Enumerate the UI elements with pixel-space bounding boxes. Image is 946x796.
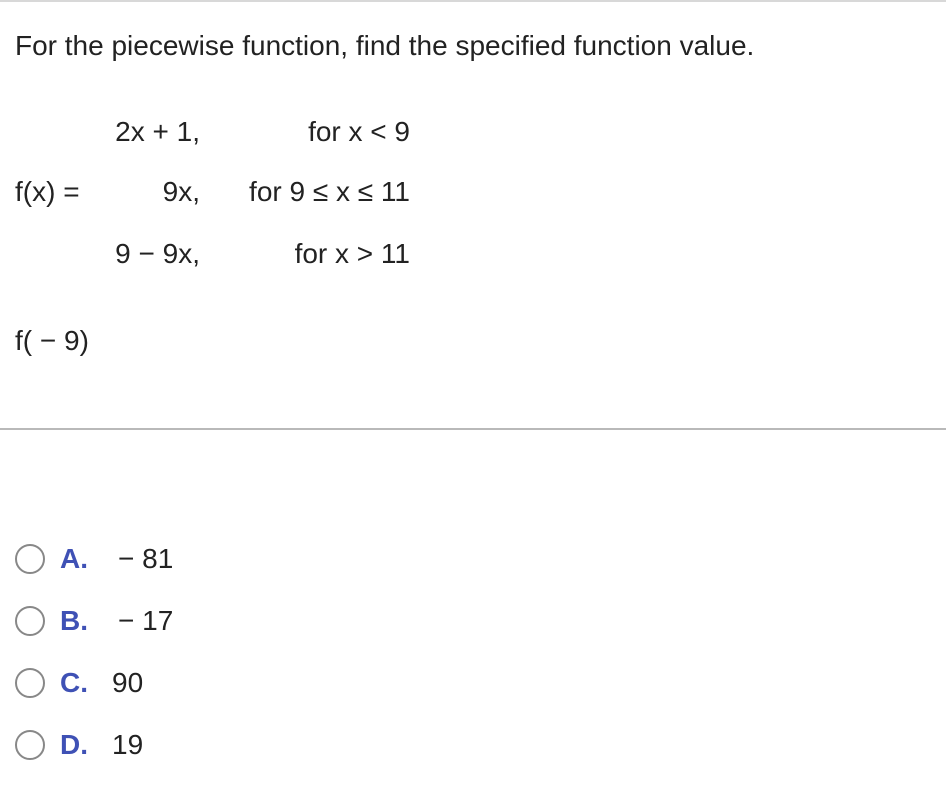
function-label: f(x) = xyxy=(15,176,80,207)
radio-button-icon[interactable] xyxy=(15,668,45,698)
radio-button-icon[interactable] xyxy=(15,606,45,636)
choice-b[interactable] xyxy=(15,590,173,652)
choice-letter: C. xyxy=(60,667,88,698)
choice-value: 90 xyxy=(112,667,144,698)
choice-letter: B. xyxy=(60,605,88,636)
choice-a[interactable] xyxy=(15,528,173,590)
top-border xyxy=(0,0,946,2)
piece-3-condition: for x > 11 xyxy=(294,238,410,269)
choice-letter: A. xyxy=(60,543,88,574)
divider xyxy=(0,428,946,430)
piece-3-expression: 9 − 9x, xyxy=(115,238,200,269)
answer-choices xyxy=(15,528,173,776)
choice-c[interactable] xyxy=(15,652,173,714)
radio-button-icon[interactable] xyxy=(15,544,45,574)
choice-value: − 81 xyxy=(118,543,174,574)
choice-value: 19 xyxy=(112,729,144,760)
piece-1-expression: 2x + 1, xyxy=(115,116,200,147)
piece-2-expression: 9x, xyxy=(162,176,200,207)
choice-d[interactable] xyxy=(15,714,173,776)
question-text: For the piecewise function, find the specified function value. xyxy=(15,30,755,61)
evaluate-expression: f( − 9) xyxy=(15,325,89,356)
piece-2-condition: for 9 ≤ x ≤ 11 xyxy=(249,176,410,207)
choice-letter: D. xyxy=(60,729,88,760)
piece-1-condition: for x < 9 xyxy=(308,116,410,147)
radio-button-icon[interactable] xyxy=(15,730,45,760)
choice-value: − 17 xyxy=(118,605,174,636)
